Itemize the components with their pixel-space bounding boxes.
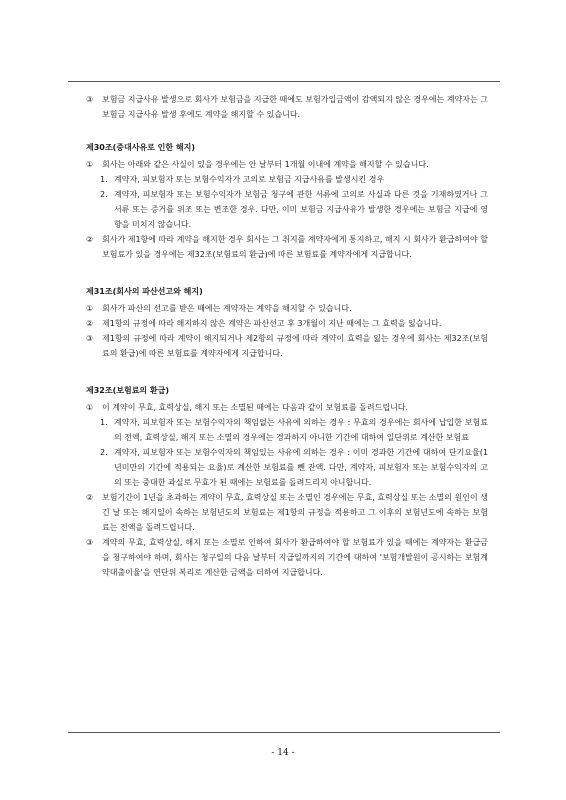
article-32-item-1 — [86, 415, 488, 445]
item-text: 계약자, 피보험자 또는 보험수익자가 보험금 청구에 관한 서류에 고의로 사실과 다른 것을 기재하였거나 그 서류 또는 증거를 위조 또는 변조한 경우. 다만, 이미 보험금 지급사유가 발생한 경우에는 보험금 지급에 영향을 미치지 않습니다. — [114, 190, 488, 229]
bottom-rule — [68, 732, 500, 733]
item-number: 1. — [100, 418, 108, 427]
article-30-para-2 — [86, 232, 488, 262]
article-32-para-3 — [86, 535, 488, 580]
circled-number: ② — [86, 235, 94, 244]
paragraph-text: 제1항의 규정에 따라 해지하지 않은 계약은 파산선고 후 3개월이 지난 때에는 그 효력을 잃습니다. — [102, 319, 442, 328]
top-rule — [68, 81, 500, 82]
article-30-item-1 — [86, 172, 488, 187]
paragraph-text: 회사는 아래와 같은 사실이 있을 경우에는 안 날부터 1개월 이내에 계약을 해지할 수 있습니다. — [102, 160, 429, 169]
circled-number: ① — [86, 160, 94, 169]
paragraph-text: 이 계약이 무효, 효력상실, 해지 또는 소멸된 때에는 다음과 같이 보험료를 돌려드립니다. — [102, 403, 409, 412]
item-number: 2. — [100, 190, 108, 199]
circled-number: ③ — [86, 95, 94, 104]
circled-number: ③ — [86, 538, 94, 547]
circled-number: ② — [86, 319, 94, 328]
article-30-title: 제30조(중대사유로 인한 해지) — [86, 143, 196, 152]
circled-number: ① — [86, 304, 94, 313]
page-number: - 14 - — [271, 748, 295, 758]
paragraph-text: 회사가 파산의 선고를 받은 때에는 계약자는 계약을 해지할 수 있습니다. — [102, 304, 352, 313]
circled-number: ① — [86, 403, 94, 412]
article-31-para-1 — [86, 301, 488, 316]
item-text: 계약자, 피보험자 또는 보험수익자의 책임없는 사유에 의하는 경우 : 무효의 경우에는 회사에 납입한 보험료의 전액, 효력상실, 해지 또는 소멸의 경우에는 경과하지 아니한 기간에 대하여 일단위로 계산한 보험료 — [114, 418, 488, 442]
article-32-item-2 — [86, 445, 488, 490]
intro-paragraph — [86, 92, 488, 122]
paragraph-text: 보험기간이 1년을 초과하는 계약이 무효, 효력상실 또는 소멸인 경우에는 무효, 효력상실 또는 소멸의 원인이 생긴 날 또는 해지일이 속하는 보험년도의 보험료는 제1항의 규정을 적용하고 그 이후의 보험년도에 속하는 보험료는 전액을 돌려드립니다. — [102, 493, 488, 532]
article-30-item-2 — [86, 187, 488, 232]
article-30-para-1 — [86, 157, 488, 172]
circled-number: ③ — [86, 334, 94, 343]
circled-number: ② — [86, 493, 94, 502]
item-text: 계약자, 피보험자 또는 보험수익자의 책임있는 사유에 의하는 경우 : 이미 경과한 기간에 대하여 단기요율(1년미만의 기간에 적용되는 요율)로 계산한 보험료를 뺀 잔액. 다만, 계약자, 피보험자 또는 보험수익자의 고의 또는 중대한 과실로 무효가 된 때에는 보험료를 돌려드리지 아니합니다. — [114, 448, 488, 487]
item-number: 2. — [100, 448, 108, 457]
article-31-title: 제31조(회사의 파산선고와 해지) — [86, 287, 203, 296]
paragraph-text: 제1항의 규정에 따라 계약이 해지되거나 제2항의 규정에 따라 계약이 효력을 잃는 경우에 회사는 제32조(보험료의 환급)에 따른 보험료를 계약자에게 지급합니다. — [102, 334, 488, 358]
article-32-title: 제32조(보험료의 환급) — [86, 386, 170, 395]
article-32-para-1 — [86, 400, 488, 415]
article-32-para-2 — [86, 490, 488, 535]
paragraph-text: 보험금 지급사유 발생으로 회사가 보험금을 지급한 때에도 보험가입금액이 감액되지 않은 경우에는 계약자는 그 보험금 지급사유 발생 후에도 계약을 해지할 수 있습니다. — [102, 95, 488, 119]
article-31-para-2 — [86, 316, 488, 331]
item-text: 계약자, 피보험자 또는 보험수익자가 고의로 보험금 지급사유를 발생시킨 경우 — [114, 175, 385, 184]
article-31-para-3 — [86, 331, 488, 361]
paragraph-text: 회사가 제1항에 따라 계약을 해지한 경우 회사는 그 취지를 계약자에게 통지하고, 해지 시 회사가 환급하여야 할 보험료가 있을 경우에는 제32조(보험료의 환급)에 따른 보험료를 계약자에게 지급합니다. — [102, 235, 488, 259]
document-body — [86, 92, 488, 580]
paragraph-text: 계약의 무효, 효력상실, 해지 또는 소멸로 인하여 회사가 환급하여야 할 보험료가 있을 때에는 계약자는 환급금을 청구하여야 하며, 회사는 청구일의 다음 날부터 지급일까지의 기간에 대하여 '보험개발원이 공시하는 보험계약대출이율'을 연단위 복리로 계산한 금액을 더하여 지급합니다. — [102, 538, 488, 577]
item-number: 1. — [100, 175, 108, 184]
